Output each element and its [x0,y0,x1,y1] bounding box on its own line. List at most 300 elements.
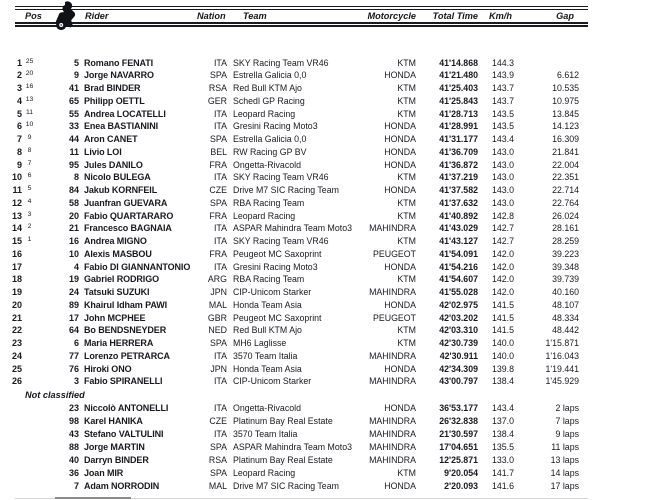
cell-kmh: 143.0 [491,185,514,195]
cell-nation: ITA [213,57,227,68]
cell-kmh: 141.5 [491,325,514,336]
cell-nation: GBR [207,312,227,323]
cell-pts: 10 [25,121,34,129]
cell-gap: 13 laps [550,454,579,465]
table-row [0,210,650,223]
cell-rider: Niccolò ANTONELLI [84,403,169,413]
cell-rider: Fabio QUARTARARO [84,210,174,221]
cell-time: 42'02.975 [439,299,478,310]
cell-pos: 23 [11,338,22,348]
table-row [0,402,650,415]
cell-rider: Fabio SPIRANELLI [84,376,163,387]
cell-rider: Livio LOI [84,146,122,157]
col-header-motorcycle: Motorcycle [367,10,416,21]
cell-rider: Maria HERRERA [84,338,154,348]
cell-bike: KTM [397,197,416,208]
cell-num: 7 [73,480,79,491]
cell-pos: 18 [11,274,22,285]
col-header-total-time: Total Time [432,10,478,21]
cell-rider: Jakub KORNFEIL [84,185,158,195]
cell-kmh: 138.4 [491,428,514,439]
cell-pts: 9 [27,134,32,141]
cell-team: ASPAR Mahindra Team Moto3 [233,441,352,452]
cell-gap: 10.975 [552,95,579,106]
cell-time: 41'43.029 [439,223,478,234]
cell-kmh: 137.0 [491,415,514,426]
cell-kmh: 141.5 [491,299,514,310]
cell-num: 16 [68,236,79,246]
cell-rider: Bo BENDSNEYDER [84,325,167,336]
header-bottom-rule-2 [15,25,588,26]
cell-gap: 11 laps [551,441,579,452]
cell-kmh: 142.0 [491,287,514,297]
cell-gap: 1'16.043 [545,350,579,361]
cell-num: 6 [73,338,79,348]
cell-rider: Francesco BAGNAIA [84,223,172,234]
cell-rider: Tatsuki SUZUKI [84,287,150,297]
cell-pos: 26 [11,376,22,387]
cell-rider: Fabio DI GIANNANTONIO [84,261,191,272]
cell-team: CIP-Unicom Starker [233,376,312,387]
cell-num: 44 [68,134,79,144]
cell-rider: Aron CANET [84,134,138,144]
cell-pos: 1 [16,57,22,68]
cell-num: 17 [68,312,79,323]
table-row [0,375,650,388]
cell-pts: 20 [25,70,34,78]
cell-num: 89 [68,299,79,310]
cell-pts: 4 [27,197,32,205]
cell-nation: ARG [207,274,227,285]
cell-nation: MAL [208,480,227,491]
cell-kmh: 143.4 [491,403,514,413]
cell-team: CIP-Unicom Starker [233,287,312,297]
cell-num: 43 [68,428,79,439]
cell-kmh: 141.7 [491,467,514,478]
cell-kmh: 143.5 [491,108,514,119]
cell-num: 41 [68,83,79,93]
cell-nation: NED [208,325,227,336]
cell-rider: Lorenzo PETRARCA [84,350,170,361]
cell-time: 41'55.028 [439,287,478,297]
cell-time: 42'30.911 [439,350,478,361]
cell-kmh: 143.0 [491,146,514,157]
cell-bike: MAHINDRA [369,415,416,426]
col-header-team: Team [243,10,267,21]
table-row [0,248,650,261]
cell-pos: 6 [16,121,22,132]
cell-gap: 22.351 [552,172,579,183]
cell-kmh: 143.7 [491,95,514,106]
cell-kmh: 140.0 [491,338,514,348]
cell-rider: Jules DANILO [84,159,143,170]
cell-num: 36 [68,467,79,478]
cell-pts: 16 [25,83,34,90]
bottom-rule-fragment-dark [55,497,131,499]
cell-kmh: 143.9 [491,70,514,81]
cell-time: 41'28.991 [439,121,478,132]
cell-time: 21'30.597 [439,428,478,439]
cell-bike: HONDA [384,299,416,310]
cell-team: Platinum Bay Real Estate [233,415,333,426]
cell-num: 24 [68,287,79,297]
cell-nation: FRA [209,248,227,259]
cell-nation: ITA [213,428,227,439]
motorcycle-rider-icon [52,0,80,31]
cell-num: 10 [68,248,79,259]
table-row [0,350,650,363]
table-row [0,441,650,454]
cell-kmh: 141.5 [491,312,514,323]
cell-pos: 5 [16,108,22,119]
cell-bike: KTM [397,274,416,285]
cell-time: 41'28.713 [439,108,478,119]
cell-team: Leopard Racing [233,467,296,478]
cell-gap: 48.107 [552,299,579,310]
cell-num: 21 [68,223,79,234]
table-row [0,108,650,121]
cell-nation: RSA [208,83,227,93]
cell-bike: HONDA [384,121,416,132]
cell-num: 95 [68,159,79,170]
not-classified-rows [0,402,650,493]
classified-rows [0,57,650,389]
cell-pos: 22 [11,325,22,336]
cell-time: 41'14.868 [439,57,478,68]
cell-kmh: 139.8 [491,363,514,374]
cell-kmh: 138.4 [491,376,514,387]
cell-time: 9'20.054 [444,467,478,478]
cell-time: 41'31.177 [439,134,478,144]
cell-nation: JPN [210,287,227,297]
cell-nation: ITA [213,403,227,413]
table-row [0,146,650,159]
cell-team: Ongetta-Rivacold [233,159,301,170]
cell-gap: 16.309 [552,134,579,144]
cell-pos: 8 [16,146,22,157]
cell-team: Peugeot MC Saxoprint [233,248,322,259]
cell-nation: ITA [213,172,227,183]
cell-kmh: 141.6 [491,480,514,491]
table-row [0,184,650,197]
cell-pos: 16 [11,248,22,259]
table-row [0,120,650,133]
cell-pos: 2 [16,70,22,81]
cell-rider: Juanfran GUEVARA [84,197,168,208]
col-header-kmh: Km/h [489,10,512,21]
cell-team: RW Racing GP BV [233,146,307,157]
table-row [0,480,650,493]
cell-nation: ITA [213,261,227,272]
cell-kmh: 144.3 [491,57,514,68]
cell-team: Honda Team Asia [233,363,302,374]
cell-nation: JPN [210,363,227,374]
cell-kmh: 140.0 [491,350,514,361]
cell-rider: Khairul Idham PAWI [84,299,168,310]
cell-num: 23 [68,403,79,413]
cell-num: 77 [68,350,79,361]
table-row [0,312,650,325]
cell-gap: 6.612 [556,70,579,81]
table-row [0,324,650,337]
cell-rider: Romano FENATI [84,57,154,68]
cell-num: 19 [68,274,79,285]
not-classified-label: Not classified [25,389,85,400]
cell-team: Honda Team Asia [233,299,302,310]
cell-time: 41'40.892 [439,210,478,221]
cell-time: 42'34.309 [439,363,478,374]
cell-kmh: 143.5 [491,121,514,132]
cell-pts: 2 [27,223,32,231]
cell-bike: KTM [397,95,416,106]
cell-gap: 39.348 [552,261,579,272]
cell-num: 55 [68,108,79,119]
cell-num: 88 [68,441,79,452]
cell-bike: KTM [397,172,416,183]
cell-rider: Jorge MARTIN [84,441,145,452]
cell-num: 8 [73,172,79,183]
cell-gap: 39.739 [552,274,579,285]
cell-gap: 48.442 [552,325,579,336]
cell-team: SKY Racing Team VR46 [233,57,329,68]
cell-nation: RSA [208,454,227,465]
cell-time: 12'25.871 [439,454,478,465]
header-top-rule-1 [15,6,588,7]
table-row [0,171,650,184]
cell-nation: CZE [209,415,227,426]
cell-gap: 14.123 [552,121,579,132]
cell-kmh: 142.8 [491,210,514,221]
cell-bike: HONDA [384,403,416,413]
cell-gap: 48.334 [552,312,579,323]
cell-pts: 5 [27,185,32,192]
cell-gap: 14 laps [550,467,579,478]
cell-pts: 3 [27,210,32,218]
cell-gap: 10.535 [552,83,579,93]
cell-gap: 22.764 [552,197,579,208]
cell-num: 40 [68,454,79,465]
cell-rider: Karel HANIKA [84,415,143,426]
table-row [0,467,650,480]
cell-nation: SPA [210,338,227,348]
cell-gap: 2 laps [555,403,579,413]
cell-pos: 7 [16,134,22,144]
cell-team: Estrella Galicia 0,0 [233,70,307,81]
cell-gap: 40.160 [552,287,579,297]
table-row [0,235,650,248]
cell-nation: ITA [213,376,227,387]
cell-nation: GER [207,95,227,106]
cell-gap: 7 laps [555,415,579,426]
cell-time: 36'53.177 [439,403,478,413]
cell-num: 11 [69,146,79,157]
cell-pos: 13 [11,210,22,221]
cell-time: 41'37.582 [439,185,478,195]
cell-rider: Philipp OETTL [84,95,145,106]
table-row [0,261,650,274]
cell-gap: 13.845 [552,108,579,119]
cell-team: SKY Racing Team VR46 [233,172,329,183]
cell-bike: KTM [397,57,416,68]
cell-team: Ongetta-Rivacold [233,403,301,413]
cell-num: 76 [68,363,79,374]
cell-pos: 12 [11,197,22,208]
cell-time: 41'37.219 [439,172,478,183]
cell-bike: PEUGEOT [372,312,416,323]
col-header-gap: Gap [556,10,574,21]
cell-pts: 1 [27,236,32,243]
table-row [0,133,650,146]
cell-team: Leopard Racing [233,210,296,221]
cell-team: Platinum Bay Real Estate [233,454,333,465]
cell-gap: 22.714 [552,185,579,195]
cell-pos: 3 [16,83,22,93]
cell-bike: KTM [397,210,416,221]
cell-team: ASPAR Mahindra Team Moto3 [233,223,352,234]
cell-bike: HONDA [384,185,416,195]
cell-bike: MAHINDRA [369,428,416,439]
cell-time: 26'32.838 [439,415,478,426]
cell-pts: 7 [27,159,32,167]
cell-rider: Alexis MASBOU [84,248,152,259]
cell-team: Leopard Racing [233,108,296,119]
cell-kmh: 143.4 [491,134,514,144]
table-row [0,454,650,467]
col-header-pos: Pos [25,10,42,21]
cell-pos: 25 [11,363,22,374]
cell-time: 41'43.127 [439,236,478,246]
table-row [0,222,650,235]
table-row [0,82,650,95]
cell-bike: KTM [397,467,416,478]
cell-team: RBA Racing Team [233,274,305,285]
cell-rider: Joan MIR [84,467,124,478]
cell-nation: FRA [209,210,227,221]
cell-time: 41'36.709 [439,146,478,157]
cell-bike: MAHINDRA [369,454,416,465]
cell-bike: MAHINDRA [369,287,416,297]
cell-nation: ITA [213,236,227,246]
table-row [0,159,650,172]
table-row [0,197,650,210]
cell-team: Gresini Racing Moto3 [233,261,318,272]
cell-rider: Enea BASTIANINI [84,121,159,132]
cell-gap: 28.161 [552,223,579,234]
cell-time: 42'03.202 [439,312,478,323]
cell-time: 41'36.872 [439,159,478,170]
cell-time: 41'54.607 [439,274,478,285]
cell-num: 58 [68,197,79,208]
cell-team: Drive M7 SIC Racing Team [233,480,339,491]
cell-time: 43'00.797 [439,376,478,387]
cell-nation: SPA [210,70,227,81]
cell-kmh: 142.0 [491,274,514,285]
cell-bike: HONDA [384,261,416,272]
cell-bike: KTM [397,325,416,336]
cell-pos: 4 [16,95,22,106]
cell-team: 3570 Team Italia [233,350,298,361]
table-row [0,337,650,350]
table-row [0,363,650,376]
cell-nation: ITA [213,108,227,119]
cell-bike: HONDA [384,480,416,491]
table-row [0,286,650,299]
cell-rider: Adam NORRODIN [84,480,160,491]
cell-kmh: 143.7 [491,83,514,93]
cell-rider: Andrea MIGNO [84,236,147,246]
cell-pts: 25 [25,57,34,65]
cell-rider: Jorge NAVARRO [84,70,154,81]
cell-rider: Andrea LOCATELLI [84,108,166,119]
cell-team: Estrella Galicia 0,0 [233,134,307,144]
cell-bike: HONDA [384,134,416,144]
cell-num: 65 [68,95,79,106]
cell-team: RBA Racing Team [233,197,305,208]
cell-num: 64 [68,325,79,336]
cell-nation: ITA [213,121,227,132]
cell-rider: Gabriel RODRIGO [84,274,160,285]
cell-pos: 21 [11,312,22,323]
cell-kmh: 133.0 [491,454,514,465]
cell-kmh: 142.7 [491,236,514,246]
cell-bike: KTM [397,83,416,93]
cell-nation: FRA [209,159,227,170]
cell-time: 2'20.093 [444,480,478,491]
cell-time: 41'25.843 [439,95,478,106]
cell-rider: Brad BINDER [84,83,141,93]
cell-bike: MAHINDRA [369,223,416,234]
cell-pos: 9 [16,159,22,170]
cell-bike: MAHINDRA [369,376,416,387]
cell-kmh: 135.5 [491,441,514,452]
cell-kmh: 143.0 [491,159,514,170]
table-row [0,299,650,312]
cell-team: 3570 Team Italia [233,428,298,439]
cell-kmh: 142.0 [491,261,514,272]
col-header-rider: Rider [85,10,109,21]
cell-rider: Nicolo BULEGA [84,172,151,183]
cell-bike: HONDA [384,363,416,374]
cell-gap: 21.841 [552,146,579,157]
cell-team: Red Bull KTM Ajo [233,325,302,336]
cell-bike: KTM [397,108,416,119]
table-row [0,273,650,286]
cell-pos: 15 [11,236,22,246]
cell-kmh: 142.7 [491,223,514,234]
cell-gap: 28.259 [552,236,579,246]
cell-team: Drive M7 SIC Racing Team [233,185,339,195]
cell-nation: SPA [210,134,227,144]
table-row [0,57,650,70]
cell-nation: SPA [210,197,227,208]
cell-num: 5 [73,57,79,68]
cell-nation: ITA [213,350,227,361]
cell-bike: KTM [397,338,416,348]
col-header-nation: Nation [197,10,226,21]
cell-time: 41'21.480 [439,70,478,81]
table-row [0,95,650,108]
cell-nation: CZE [209,185,227,195]
cell-bike: HONDA [384,146,416,157]
cell-time: 41'54.091 [439,248,478,259]
cell-pos: 24 [11,350,22,361]
cell-pos: 10 [11,172,22,183]
cell-time: 41'37.632 [439,197,478,208]
cell-bike: MAHINDRA [369,350,416,361]
cell-bike: KTM [397,236,416,246]
cell-pos: 20 [11,299,22,310]
cell-num: 33 [68,121,79,132]
